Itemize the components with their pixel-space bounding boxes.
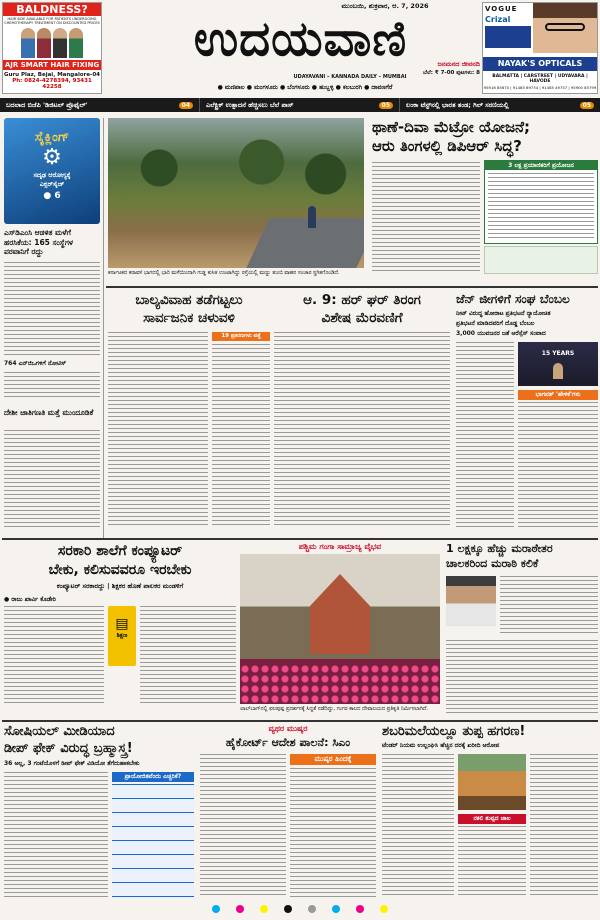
left-story-headline[interactable]: ಎಸ್‌ಡಿಎಂಸಿ ಆಡಳಿತ ಮಳೆಗೆ ಹರಸಿಕೆಯ: 165 ಸಂಸ್ಥೆಗಳ ಪರವಾನಿಗೆ ರದ್ದು — [4, 228, 73, 256]
photo-person — [308, 206, 316, 228]
person-icon — [37, 28, 51, 58]
registration-mark — [260, 905, 268, 913]
registration-mark — [236, 905, 244, 913]
school-sub: ಕಂಪ್ಯೂಟರ್ ಸರಕಾರದ್ದು | ಶಿಕ್ಷಕರ ಹೊಣೆ ಪಾಲಕರ ಮಂಡಳಿಗೆ — [56, 582, 184, 590]
masthead-tagline: ಜನಮನದ ಜೀವನದಿ — [437, 60, 480, 68]
ad-left-faces — [3, 28, 101, 58]
school-logo-text: ಶಿಕ್ಷಣ — [116, 632, 128, 639]
gen-z-sub-2: ಪ್ರತಿಭಟನೆ ಮಾಡಿದವರಿಗೆ ದೊಡ್ಡ ಬೆಂಬಲ — [456, 320, 535, 327]
school-headline-1[interactable]: ಸರಕಾರಿ ಶಾಲೆಗೆ ಕಂಪ್ಯೂಟರ್ — [57, 543, 183, 559]
person-icon — [53, 28, 67, 58]
metro-headline-1[interactable]: ಥಾಣೆ-ದಿವಾ ಮೆಟ್ರೋ ಯೋಜನೆ; — [372, 118, 530, 136]
sabarimala-body-2 — [530, 754, 598, 898]
registration-mark — [332, 905, 340, 913]
child-marriage-headline-2[interactable]: ಸಾರ್ವಜನಿಕ ಚಳುವಳಿ — [143, 310, 235, 326]
ticker-bar — [0, 98, 600, 112]
ad-right-list — [485, 26, 531, 48]
gen-z-sub-3: 3,000 ಯುವಜನರ ಜತೆ ಆರೆಸ್ಸೆಸ್ ಸಂವಾದ — [456, 330, 546, 337]
gen-z-box-body — [518, 402, 598, 528]
gen-z-box-title: ಭಾಗವತ್ 'ಹೇಳಿಕೆ'ಗಳು — [518, 390, 598, 400]
ad-left-brand: AJR SMART HAIR FIXING — [4, 61, 100, 69]
ad-right-vogue: VOGUE — [485, 5, 518, 13]
left-story-mid: 764 ಎನ್‌ಜಿಒಗಳಿಗೆ ನೋಟಿಸ್ — [4, 360, 67, 367]
section-rule-3 — [2, 720, 598, 722]
gen-z-sub-1: ನೀಟ್ ವಿರುದ್ಧ ಹೋರಾಟ ಪ್ರತಿಭಟನೆ ನ್ಯಾಯೋಚಿತ — [456, 310, 551, 317]
registration-mark — [380, 905, 388, 913]
promo-page-number: 6 — [54, 191, 61, 201]
metro-headline-2[interactable]: ಆರು ತಿಂಗಳಲ್ಲಿ ಡಿಪಿಆರ್ ಸಿದ್ಧ? — [372, 137, 522, 155]
metro-map — [484, 246, 598, 274]
har-ghar-headline-2[interactable]: ವಿಶೇಷ ಮೆರವಣಿಗೆ — [321, 310, 403, 326]
page-icon: ● — [43, 191, 52, 201]
har-ghar-headline-1[interactable]: ಆ. 9: ಹರ್ ಘರ್ ತಿರಂಗ — [303, 292, 421, 308]
section-rule-2 — [2, 538, 598, 540]
ad-left-line2: CHEMOTHERAPY TREATMENT ON DISCOUNTED PRICES — [4, 21, 100, 25]
marathi-photo — [446, 576, 496, 626]
child-marriage-headline-1[interactable]: ಬಾಲ್ಯವಿವಾಹ ತಡೆಗಟ್ಟಲು — [135, 292, 243, 308]
ad-right-crizal: Crizal — [485, 15, 511, 24]
registration-bar — [0, 904, 600, 914]
landslide-photo[interactable] — [108, 118, 364, 268]
school-headline-2[interactable]: ಬೇಕು, ಕಲಿಸುವವರೂ ಇರಬೇಕು — [48, 562, 192, 578]
marathi-headline-2[interactable]: ಚಾಲಕರಿಂದ ಮರಾಠಿ ಕಲಿಕೆ — [446, 557, 539, 570]
metro-box-body — [488, 173, 594, 241]
registration-mark — [284, 905, 292, 913]
ticker-page-badge: 04 — [179, 102, 193, 109]
gen-z-body — [456, 342, 514, 528]
registration-mark — [308, 905, 316, 913]
glasses-icon — [545, 23, 585, 31]
school-body-1 — [4, 606, 104, 706]
left-story-sub[interactable]: ದೇಶೀ ಜಾತಿಗಣತಿ ಮತ್ತೆ ಮುಂದೂಡಿಕೆ — [4, 408, 94, 417]
deepfake-box-body — [112, 784, 194, 898]
highcourt-body-2 — [290, 768, 376, 898]
highcourt-kicker: ವ್ಯಥರ ಮುಷ್ಕರ — [268, 724, 308, 733]
temple-shape — [310, 574, 370, 654]
ad-right-top — [483, 3, 597, 53]
highcourt-headline[interactable]: ಹೈಕೋರ್ಟ್ ಆದೇಶ ಪಾಲನೆ: ಸಿಎಂ — [225, 736, 351, 749]
deepfake-headline-2[interactable]: ಡೀಪ್ ಫೇಕ್ ವಿರುದ್ಧ ಬ್ರಹ್ಮಾಸ್ತ್ರ! — [4, 741, 133, 756]
masthead-editions: ● ಮಣಿಪಾಲ ● ಮಂಗಳೂರು ● ಬೆಂಗಳೂರು ● ಹುಬ್ಬಳ್ಳಿ ● ಕಲಬುರಗಿ ● ದಾವಣಗೆರೆ — [217, 84, 393, 91]
promo-line1: ಸದೃಢ ಆರೋಗ್ಯಕ್ಕೆ — [33, 171, 71, 179]
school-byline: ● ರಾಜು ಖಾರ್ವಿ ಕೊಡೇರಿ — [4, 596, 56, 603]
masthead-subtitle: UDAYAVANI – KANNADA DAILY – MUMBAI — [293, 74, 407, 80]
gen-z-screen-text: 15 YEARS — [541, 350, 575, 357]
promo-page — [4, 191, 100, 201]
metro-box-title: 3 ಲಕ್ಷ ಪ್ರಯಾಣಿಕರಿಗೆ ಪ್ರಯೋಜನ — [485, 161, 597, 170]
section-rule-1 — [106, 286, 598, 288]
person-icon — [21, 28, 35, 58]
ticker-page-badge: 05 — [379, 102, 393, 109]
ad-right[interactable] — [482, 2, 598, 94]
gen-z-headline[interactable]: ಜೆನ್ ಜೀಗಳಿಗೆ ಸಂಘ ಬೆಂಬಲ — [456, 292, 570, 306]
ganga-caption: ಲಾಲ್‌ಬಾಗ್‌ನಲ್ಲಿ ಫಲಪುಷ್ಪ ಪ್ರದರ್ಶನಕ್ಕೆ ಸಿದ್ಧತೆ ನಡೆದಿದ್ದು, ಗಂಗರ ಕಾಲದ ದೇವಾಲಯದ ಪ್ರತಿಕೃತಿ ನಿರ್ಮಿಸಲಾಗಿದೆ. — [240, 706, 429, 712]
metro-box — [484, 160, 598, 244]
deepfake-box-title: ಪ್ರಾಯೋಜಿತವೆಂದು ಎಚ್ಚರಿಕೆ? — [112, 772, 194, 782]
sabarimala-sub: ಟೆಂಡರ್ ನಿಯಮ ಉಲ್ಲಂಘಿಸಿ ಹೆಚ್ಚಿನ ದರಕ್ಕೆ ಖರೀದಿ ಆರೋಪ — [382, 742, 500, 749]
masthead-date: ಮುಂಬಯಿ, ಶುಕ್ರವಾರ, ಆ. 7, 2026 — [341, 2, 429, 10]
ticker-page-badge: 05 — [580, 102, 594, 109]
sabarimala-body-1 — [382, 754, 454, 898]
ticker-item-1[interactable] — [0, 98, 200, 112]
ticker-item-2[interactable] — [200, 98, 400, 112]
metro-body — [372, 162, 480, 274]
ticker-text: ಎಲೆಕ್ಟ್ರಿಕ್ ಉತ್ಪಾದನೆ ಹೆಚ್ಚಿಸಲು ಬೆಲೆ ಪಾಸ್ — [206, 100, 294, 109]
ad-right-model — [533, 3, 597, 53]
marathi-body-2 — [446, 640, 598, 714]
sabarimala-photo — [458, 754, 526, 810]
ticker-item-3[interactable] — [400, 98, 600, 112]
bicycle-icon: ⚙ — [42, 145, 62, 170]
deepfake-headline-1[interactable]: ಸೋಷಿಯಲ್ ಮೀಡಿಯಾದ — [4, 724, 115, 739]
highcourt-body-1 — [200, 754, 286, 898]
book-icon: ▤ — [115, 616, 129, 632]
ad-left-line1: HAIR SIDE AVAILABLE FOR PATIENTS UNDERGOING — [7, 17, 97, 21]
photo-caption: ಕರ್ನಾಟಕದ ಕರಾವಳಿ ಭಾಗದಲ್ಲಿ ಭಾರಿ ಮಳೆಯಿಂದಾಗಿ ಗುಡ್ಡ ಕುಸಿತ ಉಂಟಾಗಿದ್ದು ರಸ್ತೆಯಲ್ಲಿ ಮಣ್ಣು ತುಂಬಿ ವಾಹನ ಸಂಚಾರ ಸ್ಥಗಿತಗೊಂಡಿದೆ. — [108, 270, 340, 276]
sabarimala-box-body — [458, 826, 526, 898]
vertical-divider — [103, 118, 104, 538]
masthead-title: ಉದಯವಾಣಿ — [193, 11, 408, 67]
person-icon — [69, 28, 83, 58]
school-body-2 — [140, 606, 236, 706]
promo-tag: ಸೈಕ್ಲಿಂಗ್ — [34, 130, 70, 145]
ad-left-title: BALDNESS? — [3, 3, 101, 16]
school-logo — [108, 606, 136, 666]
flowers — [240, 664, 440, 704]
child-marriage-body-1 — [108, 332, 208, 528]
ad-right-phones: 95916 85670 | 91485 69734 | 91485 49757 | 95900 85799 — [483, 85, 597, 90]
ticker-text: ಬದಲಾದ ಬಿಜೆಪಿ 'ಡಿಜಿಟಲ್ ಪ್ರೊಫೈಲ್' — [6, 100, 88, 109]
left-story-body-3 — [4, 430, 100, 530]
deepfake-body — [4, 772, 108, 898]
left-story-body-1 — [4, 262, 100, 358]
ad-left-address: Guru Plaz, Bejai, Mangalore-04 — [3, 72, 100, 78]
ad-right-shop: NAYAK'S OPTICALS — [483, 57, 597, 71]
marathi-body-1 — [500, 576, 598, 636]
ad-left-phone: Ph: 0824-4278394, 93431 42258 — [12, 78, 92, 90]
child-marriage-box: 19 ಪ್ರಕರಣಗಳು ಪತ್ತೆ — [212, 332, 270, 341]
marathi-headline-1[interactable]: 1 ಲಕ್ಷಕ್ಕೂ ಹೆಚ್ಚು ಮರಾಠೇತರ — [446, 542, 553, 555]
har-ghar-body — [274, 332, 450, 528]
ganga-kicker: ಪಶ್ಚಿಮ ಗಂಗಾ ಸಾಮ್ರಾಜ್ಯ ವೈಭವ — [298, 542, 382, 551]
registration-mark — [212, 905, 220, 913]
sabarimala-headline[interactable]: ಶಬರಿಮಲೆಯಲ್ಲೂ ತುಪ್ಪ ಹಗರಣ! — [382, 724, 526, 739]
ad-left[interactable] — [2, 2, 102, 94]
ticker-text: ಲಂಕಾ ಟೆಸ್ಟ್‌ನಲ್ಲಿ ಭಾರತ ತಂಡ; ಗಿಲ್ ಸರಣಿಯಲ್ಲಿ — [406, 100, 509, 109]
ad-right-lines: BALMATTA | CARSTREET | UDYAVARA | HAVODE — [492, 74, 588, 84]
photo-trees — [108, 138, 364, 198]
ganga-photo[interactable] — [240, 554, 440, 704]
highcourt-box: ಮುಷ್ಕರ ಹಿಂದಕ್ಕೆ — [290, 754, 376, 765]
registration-mark — [356, 905, 364, 913]
promo-box[interactable] — [4, 118, 100, 224]
left-story-body-2 — [4, 372, 100, 400]
ad-right-brands — [483, 3, 533, 53]
masthead-price: ಬೆಲೆ: ₹ 7-00 ಪುಟಗಳು: 8 — [422, 70, 480, 76]
gen-z-photo[interactable] — [518, 342, 598, 386]
sabarimala-box: ನಕಲಿ ತುಪ್ಪದ ಜಾಲ — [458, 814, 526, 824]
child-marriage-body-2 — [212, 344, 270, 528]
photo-road — [246, 218, 364, 268]
deepfake-sub: 36 ಅಲ್ಲ, 3 ಗಂಟೆಯೊಳಗೆ ಡೀಪ್ ಫೇಕ್ ವಿಡಿಯೋ ತೆಗೆದುಹಾಕಬೇಕು — [4, 760, 140, 767]
promo-line2: ಎಕ್ಸರ್‌ಸೈಜ್ — [39, 180, 65, 188]
speaker-icon — [553, 363, 563, 379]
